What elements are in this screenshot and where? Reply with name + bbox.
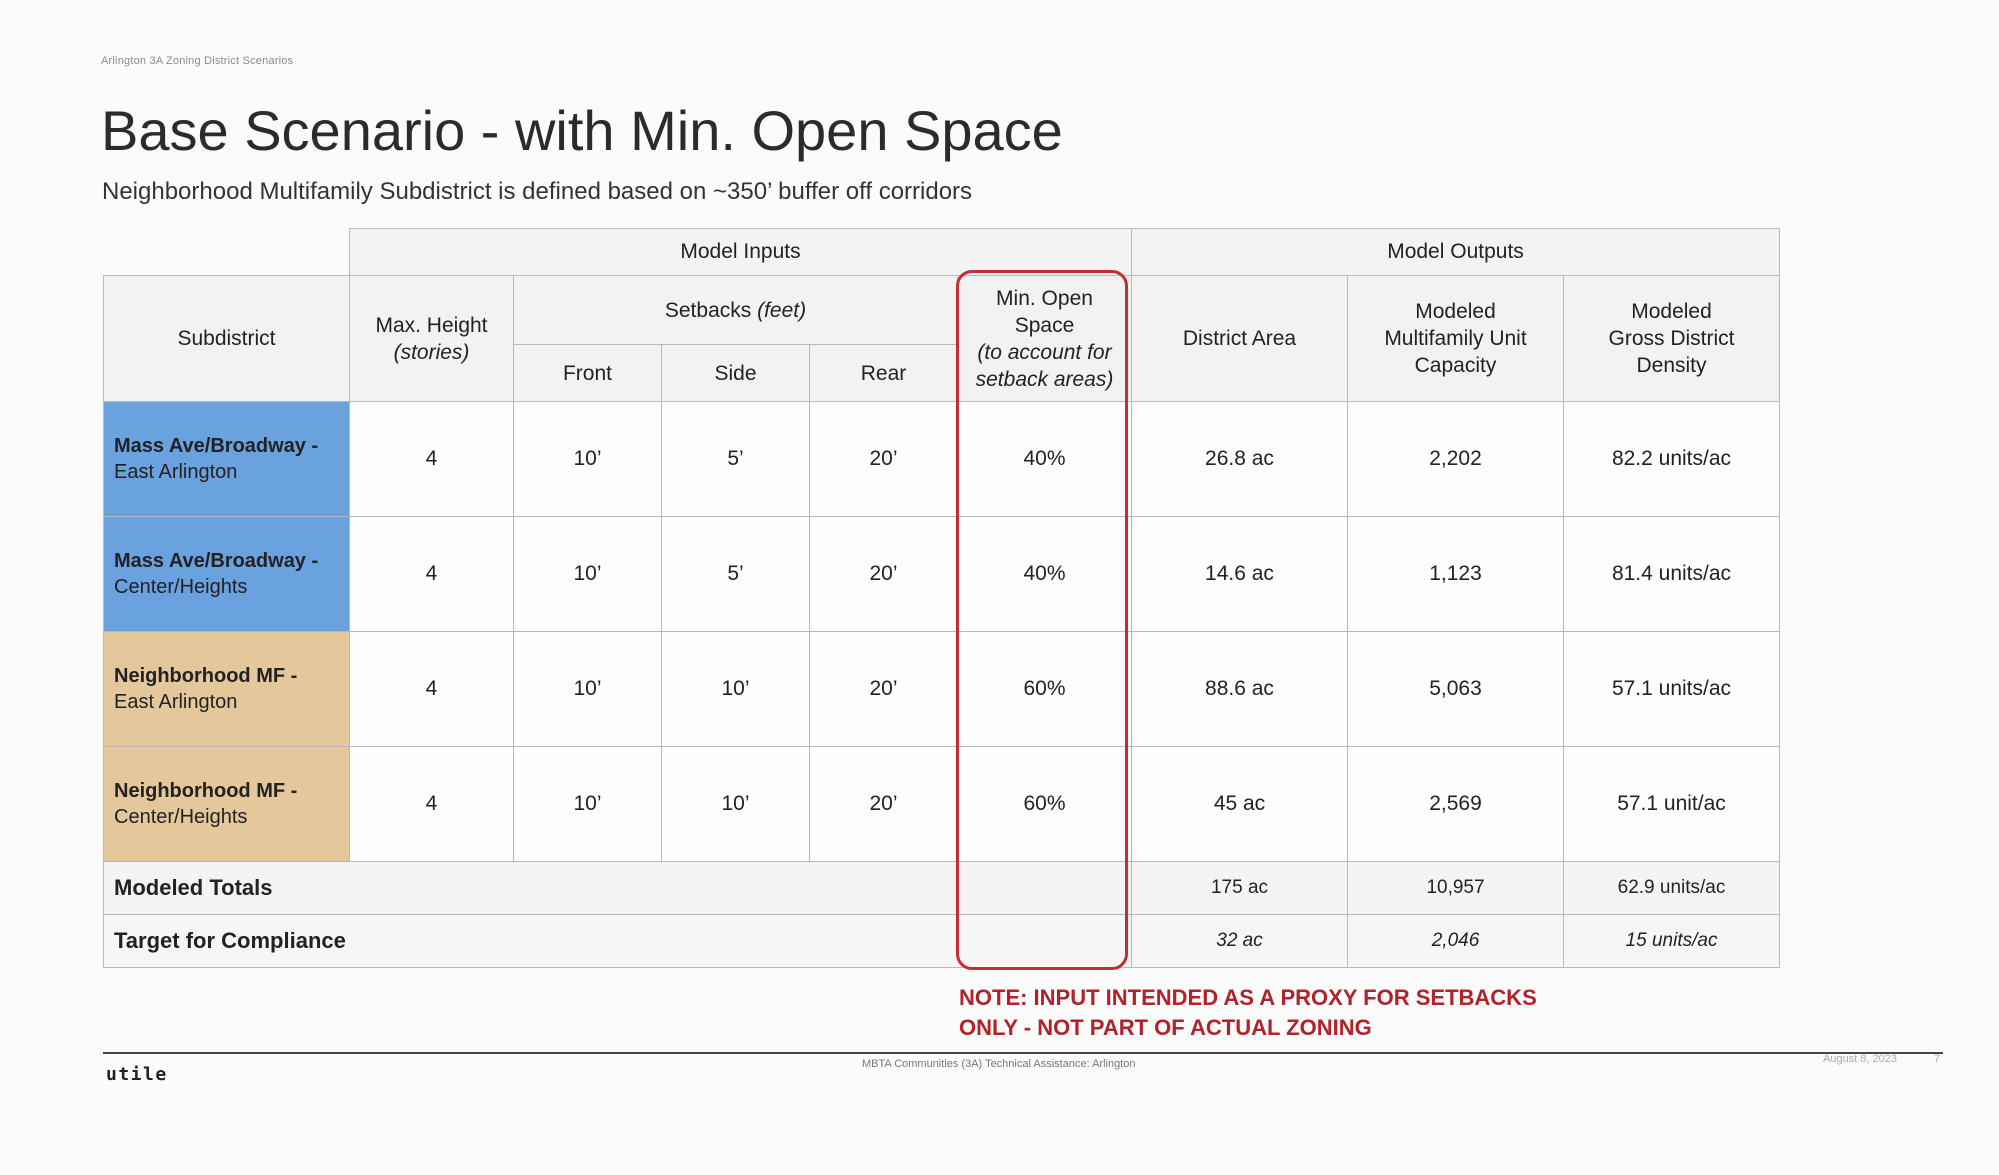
district-area-cell: 45 ac [1132, 747, 1348, 862]
front-cell: 10’ [514, 517, 662, 632]
target-label: Target for Compliance [104, 915, 1132, 968]
open-space-cell: 40% [958, 402, 1132, 517]
subdistrict-cell: Neighborhood MF - East Arlington [104, 632, 350, 747]
max-height-cell: 4 [350, 402, 514, 517]
front-cell: 10’ [514, 747, 662, 862]
max-height-cell: 4 [350, 747, 514, 862]
proxy-note: NOTE: INPUT INTENDED AS A PROXY FOR SETBACKS ONLY - NOT PART OF ACTUAL ZONING [959, 985, 1537, 1040]
col-header-density: Modeled Gross District Density [1564, 276, 1780, 402]
subdistrict-cell: Neighborhood MF - Center/Heights [104, 747, 350, 862]
open-space-cell: 60% [958, 632, 1132, 747]
page-number: 7 [1934, 1053, 1941, 1065]
col-header-min-open-space: Min. Open Space (to account for setback areas) [958, 276, 1132, 402]
capacity-cell: 2,569 [1348, 747, 1564, 862]
open-space-cell: 60% [958, 747, 1132, 862]
table-row [104, 517, 1780, 632]
col-header-district-area: District Area [1132, 276, 1348, 402]
col-header-front: Front [514, 345, 662, 402]
target-area: 32 ac [1132, 915, 1348, 968]
utile-logo: utile [106, 1064, 168, 1085]
district-area-cell: 14.6 ac [1132, 517, 1348, 632]
max-height-cell: 4 [350, 632, 514, 747]
footer-date: August 8, 2023 [1823, 1053, 1898, 1065]
side-cell: 5’ [662, 402, 810, 517]
col-header-side: Side [662, 345, 810, 402]
totals-area: 175 ac [1132, 862, 1348, 915]
page-subtitle: Neighborhood Multifamily Subdistrict is defined based on ~350’ buffer off corridors [102, 178, 973, 205]
max-height-cell: 4 [350, 517, 514, 632]
table-row [104, 402, 1780, 517]
table-row [104, 632, 1780, 747]
scenario-table [103, 228, 1780, 968]
side-cell: 5’ [662, 517, 810, 632]
group-model-inputs: Model Inputs [350, 229, 1132, 276]
subdistrict-cell: Mass Ave/Broadway - East Arlington [104, 402, 350, 517]
col-header-subdistrict: Subdistrict [104, 276, 350, 402]
density-cell: 57.1 units/ac [1564, 632, 1780, 747]
capacity-cell: 2,202 [1348, 402, 1564, 517]
district-area-cell: 88.6 ac [1132, 632, 1348, 747]
totals-density: 62.9 units/ac [1564, 862, 1780, 915]
capacity-cell: 5,063 [1348, 632, 1564, 747]
density-cell: 82.2 units/ac [1564, 402, 1780, 517]
subdistrict-cell: Mass Ave/Broadway - Center/Heights [104, 517, 350, 632]
side-cell: 10’ [662, 632, 810, 747]
target-capacity: 2,046 [1348, 915, 1564, 968]
running-head: Arlington 3A Zoning District Scenarios [101, 55, 294, 67]
rear-cell: 20’ [810, 747, 958, 862]
open-space-cell: 40% [958, 517, 1132, 632]
district-area-cell: 26.8 ac [1132, 402, 1348, 517]
rear-cell: 20’ [810, 402, 958, 517]
footer-divider [103, 1052, 1943, 1054]
rear-cell: 20’ [810, 632, 958, 747]
col-header-setbacks: Setbacks (feet) [514, 276, 958, 345]
density-cell: 81.4 units/ac [1564, 517, 1780, 632]
totals-label: Modeled Totals [104, 862, 1132, 915]
page-title: Base Scenario - with Min. Open Space [101, 99, 1063, 162]
capacity-cell: 1,123 [1348, 517, 1564, 632]
col-header-rear: Rear [810, 345, 958, 402]
side-cell: 10’ [662, 747, 810, 862]
col-header-max-height: Max. Height (stories) [350, 276, 514, 402]
table-row [104, 747, 1780, 862]
group-model-outputs: Model Outputs [1132, 229, 1780, 276]
front-cell: 10’ [514, 632, 662, 747]
density-cell: 57.1 unit/ac [1564, 747, 1780, 862]
target-density: 15 units/ac [1564, 915, 1780, 968]
col-header-unit-capacity: Modeled Multifamily Unit Capacity [1348, 276, 1564, 402]
footer-caption: MBTA Communities (3A) Technical Assistance: Arlington [862, 1058, 1136, 1070]
target-row [104, 915, 1780, 968]
totals-row [104, 862, 1780, 915]
totals-capacity: 10,957 [1348, 862, 1564, 915]
rear-cell: 20’ [810, 517, 958, 632]
front-cell: 10’ [514, 402, 662, 517]
